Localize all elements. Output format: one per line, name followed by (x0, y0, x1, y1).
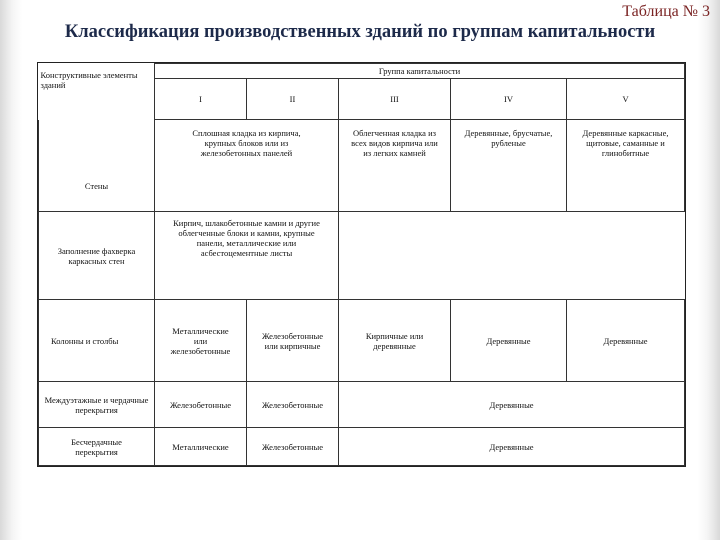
left-edge-shading (0, 0, 22, 540)
table-row-roofs (39, 428, 685, 466)
classification-table-frame (37, 62, 686, 467)
elements-header-cell: Конструктивные элементы зданий (39, 64, 155, 120)
table-row-walls (39, 120, 685, 212)
walls-label-cell: Стены (39, 120, 155, 212)
walls-group-iv-cell: Деревянные, брусчатые, рубленые (451, 120, 567, 212)
group-i-header: I (155, 79, 247, 120)
table-row-floors (39, 382, 685, 428)
roofs-group-ii-cell: Железобетонные (247, 428, 339, 466)
columns-group-iv-cell: Деревянные (451, 300, 567, 382)
infill-empty-cell (339, 212, 685, 300)
groups-header-cell: Группа капитальности (155, 64, 685, 79)
columns-label-cell: Колонны и столбы (39, 300, 155, 382)
header-row-groups (39, 64, 685, 79)
walls-group-v-cell: Деревянные каркасные, щитовые, саманные и глинобитные (567, 120, 685, 212)
right-edge-shading (698, 0, 720, 540)
columns-group-i-cell: Металлические или железобетонные (155, 300, 247, 382)
roofs-group-i-cell: Металлические (155, 428, 247, 466)
classification-table (38, 63, 685, 466)
group-iii-header: III (339, 79, 451, 120)
table-row-columns (39, 300, 685, 382)
group-iv-header: IV (451, 79, 567, 120)
columns-group-ii-cell: Железобетонные или кирпичные (247, 300, 339, 382)
floors-groups-iii-v-cell: Деревянные (339, 382, 685, 428)
group-v-header: V (567, 79, 685, 120)
roofs-label-cell: Бесчердачные перекрытия (39, 428, 155, 466)
walls-group-iii-cell: Облегченная кладка из всех видов кирпича или из легких камней (339, 120, 451, 212)
infill-label-cell: Заполнение фахверка каркасных стен (39, 212, 155, 300)
roofs-groups-iii-v-cell: Деревянные (339, 428, 685, 466)
infill-groups-i-ii-cell: Кирпич, шлакобетонные камни и другие облегченные блоки и камни, крупные панели, металлические или асбестоцементные листы (155, 212, 339, 300)
floors-group-ii-cell: Железобетонные (247, 382, 339, 428)
page-title: Классификация производственных зданий по группам капитальности (64, 22, 656, 42)
table-row-infill (39, 212, 685, 300)
table-number: Таблица № 3 (622, 3, 710, 20)
columns-group-v-cell: Деревянные (567, 300, 685, 382)
group-ii-header: II (247, 79, 339, 120)
floors-label-cell: Междуэтажные и чердачные перекрытия (39, 382, 155, 428)
walls-groups-i-ii-cell: Сплошная кладка из кирпича, крупных блоков или из железобетонных панелей (155, 120, 339, 212)
floors-group-i-cell: Железобетонные (155, 382, 247, 428)
columns-group-iii-cell: Кирпичные или деревянные (339, 300, 451, 382)
